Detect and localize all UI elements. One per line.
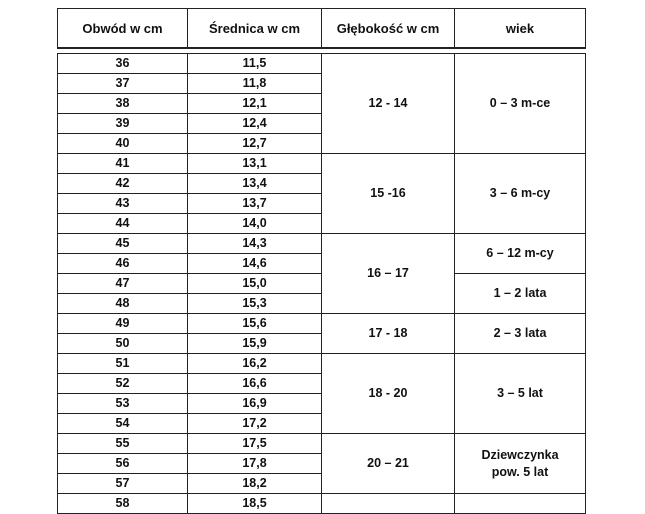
cell-srednica: 17,5	[188, 434, 322, 454]
cell-wiek: Dziewczynka pow. 5 lat	[455, 434, 586, 494]
header-wiek: wiek	[455, 9, 586, 49]
cell-srednica: 15,0	[188, 274, 322, 294]
cell-srednica: 15,6	[188, 314, 322, 334]
cell-obwod: 50	[58, 334, 188, 354]
cell-srednica: 15,3	[188, 294, 322, 314]
cell-obwod: 56	[58, 454, 188, 474]
cell-wiek: 3 – 5 lat	[455, 354, 586, 434]
cell-obwod: 48	[58, 294, 188, 314]
cell-glebokosc: 15 -16	[322, 154, 455, 234]
table-body	[58, 54, 586, 514]
cell-obwod: 58	[58, 494, 188, 514]
cell-srednica: 13,4	[188, 174, 322, 194]
cell-obwod: 43	[58, 194, 188, 214]
header-glebokosc: Głębokość w cm	[322, 9, 455, 49]
table-row	[58, 494, 586, 514]
cell-srednica: 12,4	[188, 114, 322, 134]
cell-obwod: 54	[58, 414, 188, 434]
table-header	[58, 9, 586, 54]
table-row	[58, 54, 586, 74]
cell-obwod: 44	[58, 214, 188, 234]
cell-obwod: 45	[58, 234, 188, 254]
header-obwod: Obwód w cm	[58, 9, 188, 49]
cell-obwod: 41	[58, 154, 188, 174]
cell-srednica: 18,5	[188, 494, 322, 514]
table-row	[58, 434, 586, 454]
cell-obwod: 47	[58, 274, 188, 294]
cell-srednica: 17,2	[188, 414, 322, 434]
cell-glebokosc: 20 – 21	[322, 434, 455, 494]
cell-obwod: 36	[58, 54, 188, 74]
cell-srednica: 13,7	[188, 194, 322, 214]
table-row	[58, 314, 586, 334]
cell-srednica: 16,9	[188, 394, 322, 414]
cell-glebokosc: 16 – 17	[322, 234, 455, 314]
cell-wiek: 6 – 12 m-cy	[455, 234, 586, 274]
cell-srednica: 18,2	[188, 474, 322, 494]
cell-glebokosc: 12 - 14	[322, 54, 455, 154]
table-row	[58, 354, 586, 374]
cell-wiek: 1 – 2 lata	[455, 274, 586, 314]
cell-obwod: 40	[58, 134, 188, 154]
size-table	[57, 8, 586, 514]
cell-obwod: 53	[58, 394, 188, 414]
cell-obwod: 49	[58, 314, 188, 334]
cell-wiek	[455, 494, 586, 514]
cell-srednica: 16,6	[188, 374, 322, 394]
table-row	[58, 234, 586, 254]
cell-glebokosc	[322, 494, 455, 514]
cell-obwod: 46	[58, 254, 188, 274]
cell-obwod: 42	[58, 174, 188, 194]
cell-obwod: 38	[58, 94, 188, 114]
cell-glebokosc: 17 - 18	[322, 314, 455, 354]
cell-srednica: 15,9	[188, 334, 322, 354]
cell-srednica: 14,6	[188, 254, 322, 274]
cell-wiek: 0 – 3 m-ce	[455, 54, 586, 154]
cell-obwod: 57	[58, 474, 188, 494]
header-srednica: Średnica w cm	[188, 9, 322, 49]
cell-glebokosc: 18 - 20	[322, 354, 455, 434]
cell-srednica: 11,8	[188, 74, 322, 94]
cell-srednica: 14,0	[188, 214, 322, 234]
cell-srednica: 16,2	[188, 354, 322, 374]
cell-srednica: 11,5	[188, 54, 322, 74]
cell-srednica: 12,7	[188, 134, 322, 154]
cell-obwod: 51	[58, 354, 188, 374]
cell-wiek: 3 – 6 m-cy	[455, 154, 586, 234]
cell-srednica: 17,8	[188, 454, 322, 474]
cell-wiek: 2 – 3 lata	[455, 314, 586, 354]
cell-srednica: 12,1	[188, 94, 322, 114]
table-row	[58, 154, 586, 174]
cell-obwod: 39	[58, 114, 188, 134]
cell-obwod: 52	[58, 374, 188, 394]
cell-srednica: 13,1	[188, 154, 322, 174]
cell-obwod: 37	[58, 74, 188, 94]
cell-srednica: 14,3	[188, 234, 322, 254]
cell-obwod: 55	[58, 434, 188, 454]
header-row	[58, 9, 586, 49]
